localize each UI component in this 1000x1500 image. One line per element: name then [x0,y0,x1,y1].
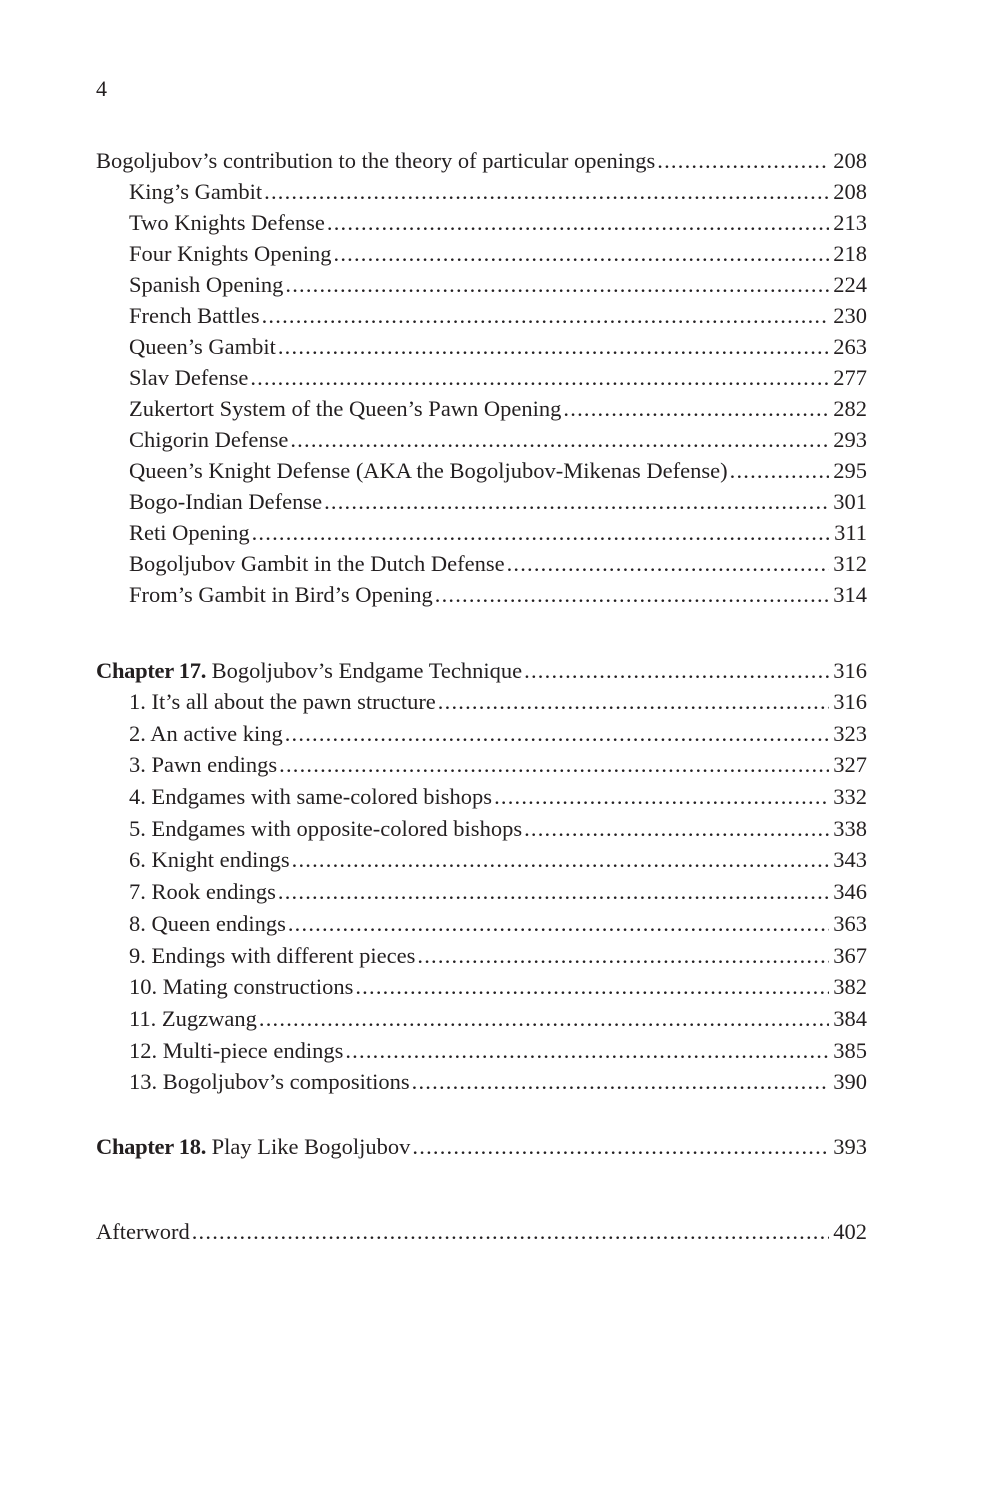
toc-entry[interactable] [96,300,867,331]
toc-entry-page: 338 [833,815,867,841]
toc-entry-label: 12. Multi-piece endings [129,1037,344,1063]
toc-entry-page: 390 [833,1069,867,1095]
toc-entry-page: 301 [833,489,867,514]
toc-entry-page: 314 [833,582,867,607]
dot-leader [355,971,829,1003]
toc-entry[interactable] [96,548,867,579]
toc-entry-label [96,1131,410,1162]
toc-entry[interactable] [96,686,867,718]
chapter-prefix: Chapter 17. [96,658,207,683]
toc-entry-label: 5. Endgames with opposite-colored bishops [129,815,523,841]
toc-entry-page: 293 [833,427,867,452]
toc-entry-page: 224 [833,272,867,297]
toc-entry-page: 343 [833,847,867,873]
toc-entry[interactable] [96,1035,867,1067]
toc-entry-label: Spanish Opening [129,272,284,297]
toc-entry-page: 282 [833,396,867,421]
toc-entry-page: 346 [833,879,867,905]
dot-leader [494,781,829,813]
page-number: 4 [96,76,107,101]
dot-leader [192,1216,830,1247]
section-spacer [96,1162,867,1216]
toc-entry-page: 367 [833,942,867,968]
toc-entry[interactable] [96,207,867,238]
dot-leader [285,269,829,300]
toc-entry-label: 2. An active king [129,720,283,746]
toc-entry-page: 263 [833,334,867,359]
dot-leader [435,579,830,610]
toc-entry-label: Reti Opening [129,520,250,545]
toc-entry-page: 218 [833,241,867,266]
dot-leader [324,486,829,517]
toc-entry-chapter-17[interactable] [96,655,867,686]
dot-leader [292,844,830,876]
toc-entry-page: 311 [834,520,867,545]
toc-entry-page: 277 [833,365,867,390]
toc-entry[interactable] [96,331,867,362]
toc-entry-label: Bogoljubov’s contribution to the theory of particular openings [96,148,656,173]
toc-entry[interactable] [96,455,867,486]
toc-entry-page: 402 [833,1218,867,1244]
toc-entry-label: 1. It’s all about the pawn structure [129,689,436,714]
toc-entry[interactable] [96,876,867,908]
toc-entry-label: 11. Zugzwang [129,1005,257,1031]
table-of-contents [96,145,867,1247]
toc-entry[interactable] [96,971,867,1003]
dot-leader [278,876,829,908]
toc-entry-label: 10. Mating constructions [129,974,354,1000]
dot-leader [345,1035,829,1067]
toc-entry[interactable] [96,269,867,300]
dot-leader [524,655,829,686]
toc-entry-page: 385 [833,1037,867,1063]
dot-leader [252,517,830,548]
dot-leader [412,1131,829,1162]
toc-entry[interactable] [96,424,867,455]
chapter-prefix: Chapter 18. [96,1133,207,1159]
toc-entry[interactable] [96,781,867,813]
toc-entry[interactable] [96,393,867,424]
toc-entry-label: Queen’s Knight Defense (AKA the Bogoljubov-Mikenas Defense) [129,458,728,483]
toc-entry[interactable] [96,238,867,269]
toc-entry-label: Bogo-Indian Defense [129,489,323,514]
toc-entry[interactable] [96,813,867,845]
toc-entry-label: 6. Knight endings [129,847,290,873]
section-spacer [96,610,867,655]
dot-leader [334,238,830,269]
dot-leader [563,393,829,424]
toc-entry[interactable] [96,1003,867,1035]
toc-entry-page: 384 [833,1005,867,1031]
toc-entry-label: Four Knights Opening [129,241,332,266]
chapter-title: Play Like Bogoljubov [211,1133,411,1159]
dot-leader [290,424,829,455]
toc-entry-label: King’s Gambit [129,179,263,204]
dot-leader [657,145,829,176]
dot-leader [278,331,829,362]
toc-entry-label: Two Knights Defense [129,210,325,235]
toc-entry-label [96,655,522,686]
toc-entry-label: 9. Endings with different pieces [129,942,416,968]
toc-entry-page: 208 [833,148,867,173]
toc-entry-page: 316 [833,689,867,714]
toc-entry[interactable] [96,362,867,393]
toc-entry-label: From’s Gambit in Bird’s Opening [129,582,433,607]
toc-entry[interactable] [96,579,867,610]
dot-leader [264,176,829,207]
toc-entry[interactable] [96,517,867,548]
toc-entry[interactable] [96,1066,867,1098]
toc-entry-label: Bogoljubov Gambit in the Dutch Defense [129,551,505,576]
toc-entry[interactable] [96,940,867,972]
toc-entry-page: 312 [833,551,867,576]
toc-entry-label: Slav Defense [129,365,249,390]
toc-entry[interactable] [96,486,867,517]
toc-entry-label: 7. Rook endings [129,879,276,905]
dot-leader [730,455,830,486]
toc-entry-label: 3. Pawn endings [129,752,278,778]
dot-leader [327,207,829,238]
dot-leader [279,749,829,781]
toc-entry-label: 4. Endgames with same-colored bishops [129,784,493,810]
chapter-title: Bogoljubov’s Endgame Technique [211,658,523,683]
toc-entry-page: 332 [833,784,867,810]
toc-entry-afterword[interactable] [96,1216,867,1247]
toc-entry-page: 382 [833,974,867,1000]
toc-entry-label: Zukertort System of the Queen’s Pawn Opening [129,396,562,421]
toc-entry-label: Afterword [96,1218,190,1244]
toc-entry-page: 323 [833,720,867,746]
toc-entry-openings-heading[interactable] [96,145,867,176]
toc-entry[interactable] [96,749,867,781]
toc-entry-page: 363 [833,910,867,936]
toc-entry-page: 393 [833,1133,867,1159]
toc-entry-page: 230 [833,303,867,328]
toc-entry-label: 13. Bogoljubov’s compositions [129,1069,410,1095]
toc-entry-label: Chigorin Defense [129,427,289,452]
toc-entry-page: 327 [833,752,867,778]
dot-leader [507,548,830,579]
dot-leader [524,813,829,845]
section-spacer [96,1098,867,1131]
toc-entry-label: French Battles [129,303,260,328]
dot-leader [262,300,830,331]
toc-entry-chapter-18[interactable] [96,1131,867,1162]
dot-leader [259,1003,829,1035]
toc-entry-page: 316 [833,658,867,683]
toc-entry[interactable] [96,718,867,750]
toc-entry[interactable] [96,908,867,940]
dot-leader [417,940,829,972]
dot-leader [412,1066,830,1098]
toc-entry-page: 208 [833,179,867,204]
dot-leader [250,362,829,393]
toc-entry-page: 295 [833,458,867,483]
dot-leader [288,908,829,940]
toc-entry[interactable] [96,176,867,207]
toc-entry-label: 8. Queen endings [129,910,286,936]
toc-entry-label: Queen’s Gambit [129,334,276,359]
dot-leader [438,686,829,718]
dot-leader [285,718,830,750]
toc-entry[interactable] [96,844,867,876]
toc-entry-page: 213 [833,210,867,235]
